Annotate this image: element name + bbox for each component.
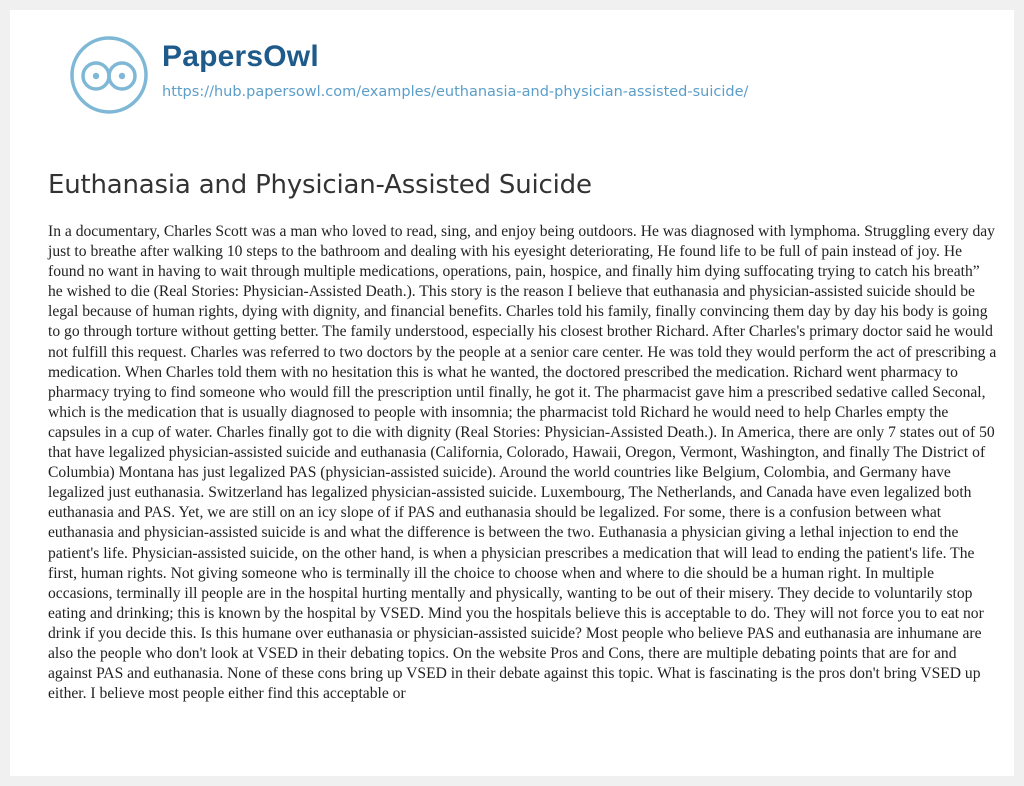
source-url-link[interactable]: https://hub.papersowl.com/examples/euthanasia-and-physician-assisted-suicide/ — [162, 84, 749, 100]
document-body: In a documentary, Charles Scott was a man who loved to read, sing, and enjoy being outdoors. He was diagnosed with lymphoma. Struggling every day just to breathe after walking 10 steps to the bathroom and dealing with his eyesight deteriorating, He found life to be full of pain instead of joy. He found no want in having to wait through multiple medications, operations, pain, hospice, and finally him dying suffocating trying to catch his breath” he wished to die (Real Stories: Physician-Assisted Death.). This story is the reason I believe that euthanasia and physician-assisted suicide should be legal because of human rights, dying with dignity, and financial benefits. Charles told his family, finally convincing them day by day his body is going to go through torture without getting better. The family understood, especially his closest brother Richard. After Charles's primary doctor said he would not fulfill this request. Charles was referred to two doctors by the people at a senior care center. He was told they would perform the act of prescribing a medication. When Charles told them with no hesitation this is what he wanted, the doctored prescribed the medication. Richard went pharmacy to pharmacy trying to find someone who would fill the prescription until finally, he got it. The pharmacist gave him a prescribed sedative called Seconal, which is the medication that is usually diagnosed to people with insomnia; the pharmacist told Richard he would need to help Charles empty the capsules in a cup of water. Charles finally got to die with dignity (Real Stories: Physician-Assisted Death.). In America, there are only 7 states out of 50 that have legalized physician-assisted suicide and euthanasia (California, Colorado, Hawaii, Oregon, Vermont, Washington, and finally The District of Columbia) Montana has just legalized PAS (physician-assisted suicide). Around the world countries like Belgium, Colombia, and Germany have legalized just euthanasia. Switzerland has legalized physician-assisted suicide. Luxembourg, The Netherlands, and Canada have even legalized both euthanasia and PAS. Yet, we are still on an icy slope of if PAS and euthanasia should be legalized. For some, there is a confusion between what euthanasia and physician-assisted suicide is and what the difference is between the two. Euthanasia a physician giving a lethal injection to end the patient's life. Physician-assisted suicide, on the other hand, is when a physician prescribes a medication that will lead to ending the patient's life. The first, human rights. Not giving someone who is terminally ill the choice to choose when and where to die should be a human right. In multiple occasions, terminally ill people are in the hospital hurting mentally and physically, wanting to be out of their misery. They decide to voluntarily stop eating and drinking; this is known by the hospital by VSED. Mind you the hospitals believe this is acceptable to do. They will not force you to eat nor drink if you decide this. Is this humane over euthanasia or physician-assisted suicide? Most people who believe PAS and euthanasia are inhumane are also the people who don't look at VSED in their debating topics. On the website Pros and Cons, there are multiple debating points that are for and against PAS and euthanasia. None of these cons bring up VSED in their debate against this topic. What is fascinating is the pros don't bring VSED up either. I believe most people either find this acceptable or — [48, 223, 997, 703]
document-title: Euthanasia and Physician-Assisted Suicide — [48, 170, 592, 200]
site-header — [70, 36, 970, 136]
owl-eyes-logo-icon — [70, 36, 148, 114]
essay-page — [10, 10, 1014, 776]
brand-name: PapersOwl — [162, 40, 319, 73]
